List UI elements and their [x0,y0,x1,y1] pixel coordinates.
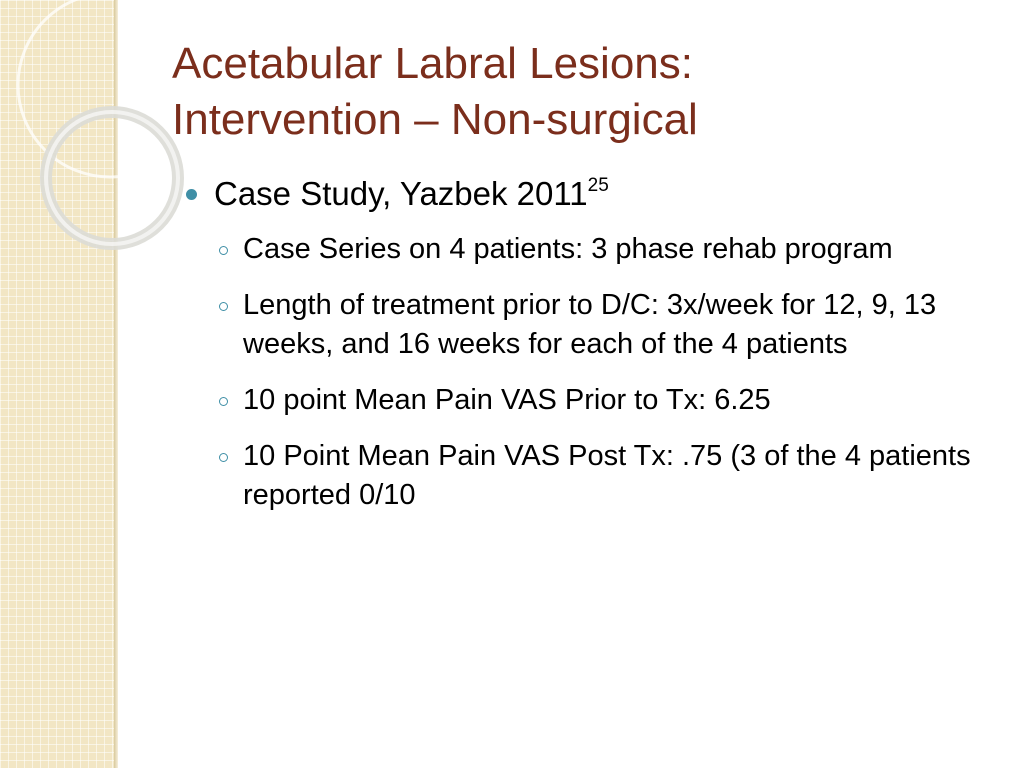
bullet-dot-icon [186,189,197,200]
title-line-1: Acetabular Labral Lesions: [172,39,693,88]
title-line-2: Intervention – Non-surgical [172,95,698,144]
sub-bullet-item [186,286,983,364]
sub-bullet-text: 10 point Mean Pain VAS Prior to Tx: 6.25 [243,384,771,416]
sub-bullet-item [186,437,983,515]
sub-bullet-text: Length of treatment prior to D/C: 3x/week for 12, 9, 13 weeks, and 16 weeks for each of the 4 patients [243,289,937,360]
ring-bullet-icon [219,302,228,311]
main-bullet [186,172,986,216]
sub-bullet-text: 10 Point Mean Pain VAS Post Tx: .75 (3 of the 4 patients reported 0/10 [243,440,971,511]
sub-bullet-text: Case Series on 4 patients: 3 phase rehab program [243,233,893,265]
ring-bullet-icon [219,246,228,255]
main-bullet-text: Case Study, Yazbek 2011 [214,175,588,212]
slide-content [186,172,986,532]
ring-bullet-icon [219,397,228,406]
sub-bullet-item [186,381,983,420]
sub-bullet-item [186,230,983,269]
slide-title [172,36,992,148]
ring-bullet-icon [219,453,228,462]
citation-superscript: 25 [587,175,609,196]
sub-bullet-list [186,230,986,515]
